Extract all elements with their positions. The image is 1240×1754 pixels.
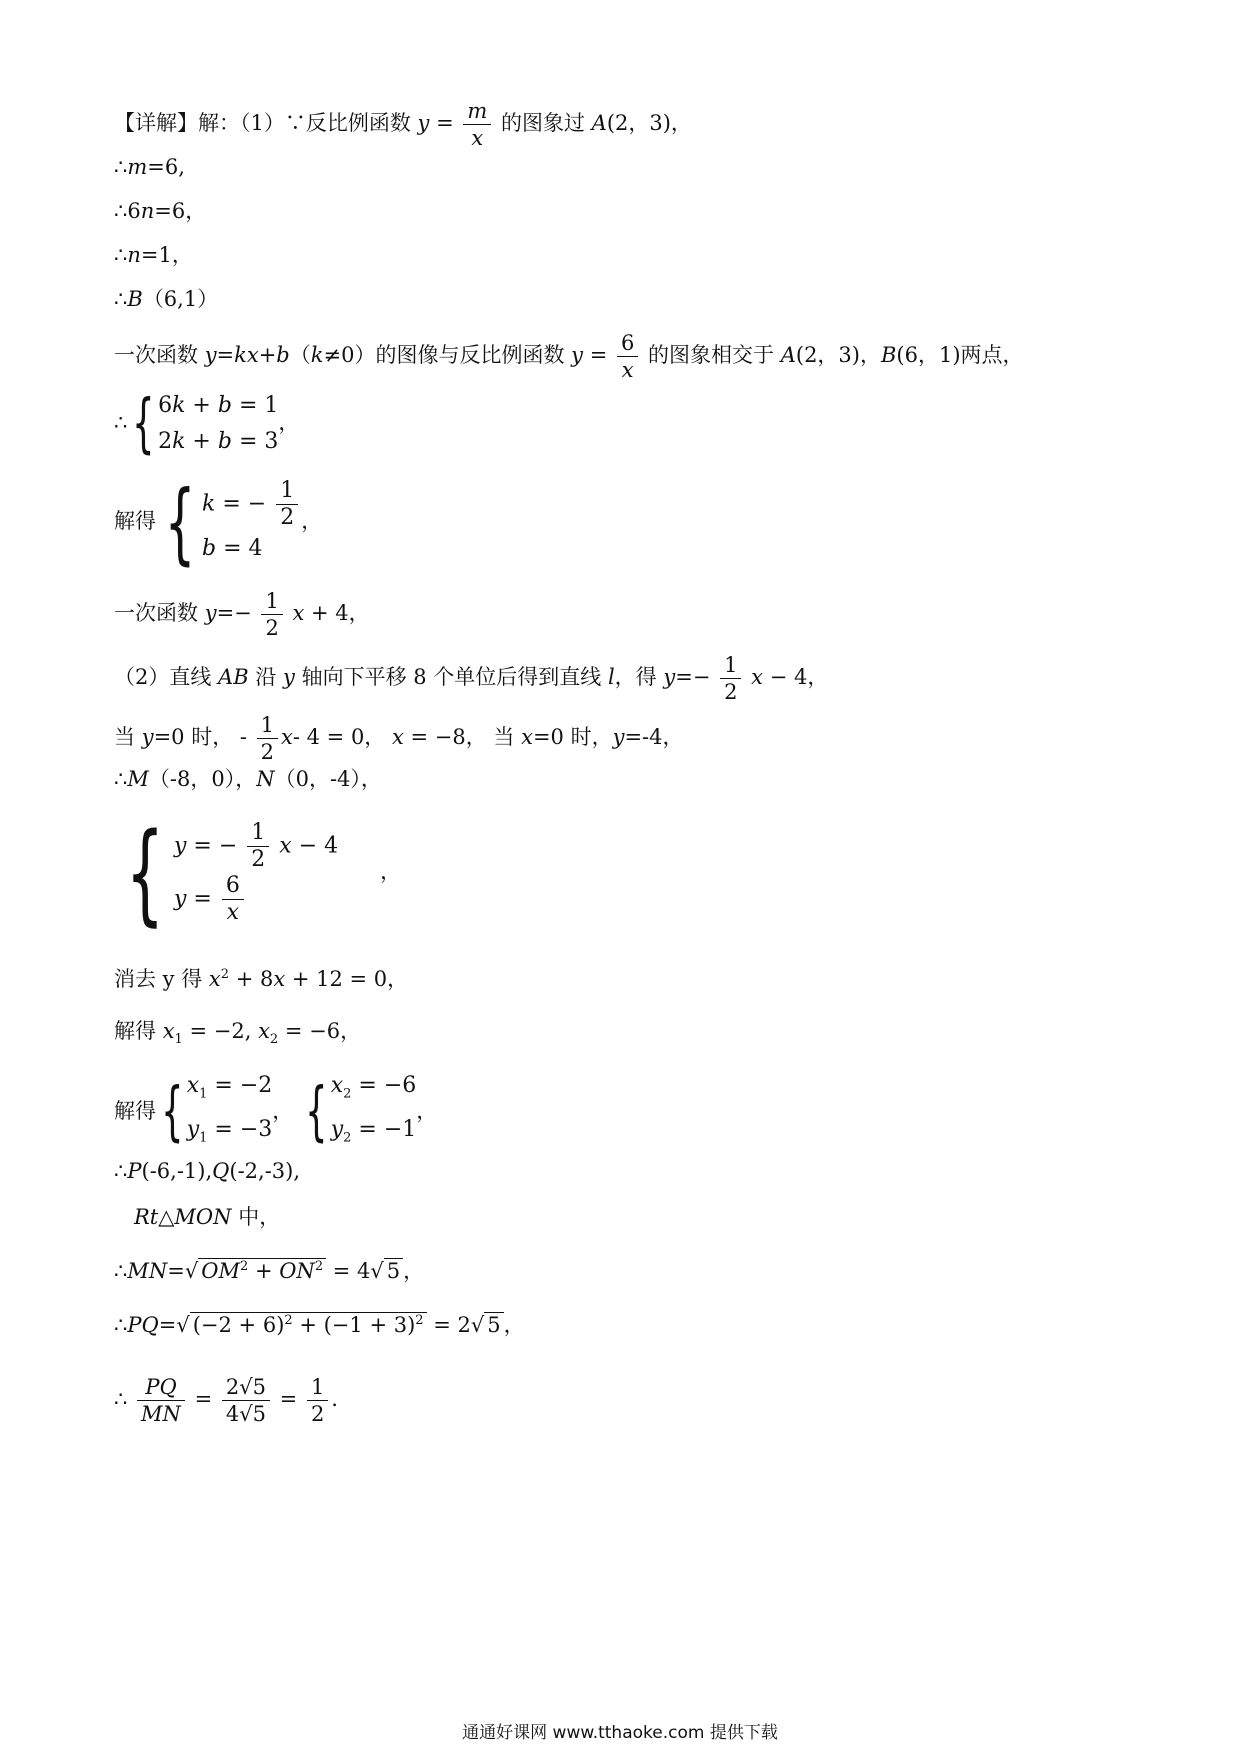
line-11: 当 y=0 时， - $\frac{1}{2}$ x- 4 = 0， x = −8， 当 x=0 时，y=-4， — [114, 713, 684, 764]
line-19: ∴MN=√ $OM^2 + ON^2 = 4√$ 5 ， — [114, 1259, 425, 1283]
page-footer: 通通好课网 www.tthaoke.com 提供下载 — [462, 1723, 778, 1743]
line-20: ∴PQ=√ $(-2 + 6)^2 + (-1 + 3)^2 = 2√$ 5 ， — [114, 1313, 525, 1337]
line-7: ∴ { 6k + b = 1 2k + b = 3 ， — [114, 387, 300, 461]
line-15: 解得 $x_1 = -2$, $x_2 = -6$， — [114, 1019, 362, 1048]
line-8: 解得 { k = − $\frac{1}{2}$ b = 4 ， — [114, 470, 323, 574]
line-17: ∴P(-6,-1),Q(-2,-3), — [114, 1159, 301, 1183]
line-18: Rt△MON 中， — [134, 1205, 281, 1229]
line-4: ∴n=1， — [114, 243, 193, 267]
line-21: ∴ $\frac{PQ}{MN}$ = $\frac{2√5}{4√5}$ = $\frac{1}{2}$ ． — [114, 1375, 353, 1426]
line-14: 消去 y 得 $x^2 + 8x + 12 = 0$， — [114, 967, 409, 991]
line-1: 【详解】解：（1）∵反比例函数 y = $\frac{m}{x}$ 的图象过 A(2，3)， — [114, 99, 692, 150]
line-2: ∴m=6, — [114, 155, 185, 179]
line-5: ∴B（6,1） — [114, 287, 219, 311]
line-6: 一次函数 y=kx+b（k≠0）的图像与反比例函数 y = $\frac{6}{x}$ 的图象相交于 A(2，3)，B(6，1)两点， — [114, 331, 1024, 382]
line-12: ∴M（-8，0），N（0，-4）， — [114, 767, 382, 791]
line-3: ∴6n=6， — [114, 199, 207, 223]
line-13: { y = − $\frac{1}{2}$ x − 4 y = $\frac{6}{x}$ ， — [125, 809, 402, 937]
line-16: 解得 { $x_1 = -2$ $y_1 = -3$ ， { $x_2 = -6$ $y_2 = -1$ ， — [114, 1073, 438, 1150]
line-9: 一次函数 y=− $\frac{1}{2}$ x + 4， — [114, 589, 370, 640]
line-10: （2）直线 AB 沿 y 轴向下平移 8 个单位后得到直线 l，得 y=− $\frac{1}{2}$ x − 4， — [114, 653, 829, 704]
